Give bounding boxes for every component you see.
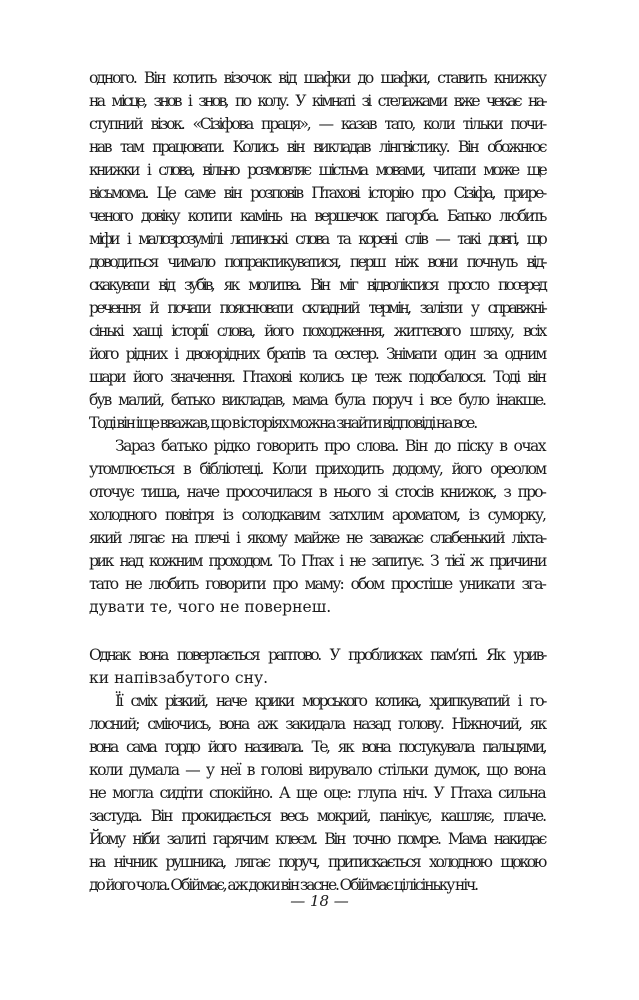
text-block-bottom [89,644,545,897]
text-line: Йому ніби залиті гарячим клеєм. Він точно помре. Мама накидає [89,830,545,848]
text-line: одного. Він котить візочок від шафки до шафки, ставить книжку [89,69,545,87]
page-number: — 18 — [290,892,349,910]
text-line: нав там працювати. Колись він викладав лінгвістику. Він обожнює [89,138,545,156]
text-line: холодного повітря із солодкавим затхлим ароматом, із суморку, [89,506,545,524]
text-line: вісьмома. Це саме він розповів Птахові історію про Сізіфа, прире- [89,184,545,202]
text-line: скакувати від зубів, як молитва. Він міг відволіктися просто посеред [89,276,545,294]
text-line: речення й почати пояснювати складний термін, залізти у справжні- [89,299,545,317]
text-line: лосний; сміючись, вона аж закидала назад голову. Ніжночий, як [89,715,545,733]
text-line: на нічник рушника, лягає поруч, притискається холодною щокою [89,853,545,871]
text-line: ченого довіку котити камінь на вершечок пагорба. Батько любить [89,207,545,225]
text-line: книжки і слова, вільно розмовляє шістьма мовами, читати може ще [89,161,545,179]
text-line: Зараз батько рідко говорить про слова. Він до піску в очах [115,437,545,455]
text-line: Однак вона повертається раптово. У проблисках пам’яті. Як урив- [89,646,545,664]
text-line: ступний візок. «Сізіфова праця», — казав тато, коли тільки почи- [89,115,545,133]
text-line: доводиться чимало попрактикуватися, перш ніж вони почнуть від- [89,253,545,271]
text-line: тато не любить говорити про маму: обом простіше уникати зга- [89,575,545,593]
text-line: не могла сидіти спокійно. А ще оце: глупа ніч. У Птаха сильна [89,784,545,802]
text-line: до його чола. Обіймає, аж доки він засне. Обіймає цілісіньку ніч. [89,876,477,894]
text-line: коли думала — у неї в голові вирувало стільки думок, що вона [89,761,545,779]
text-line: вона сама гордо його називала. Те, як вона постукувала пальцями, [89,738,545,756]
text-line: Її сміх різкий, наче крики морського котика, хрипкуватий і го- [115,692,545,710]
text-line: який лягає на плечі і якому майже не заважає слабенький ліхта- [89,529,545,547]
text-block-top [89,67,545,619]
text-line: міфи і малозрозумілі латинські слова та корені слів — такі довгі, що [89,230,545,248]
text-line: дувати те, чого не повернеш. [89,598,332,616]
text-line: утомлюється в бібліотеці. Коли приходить додому, його ореолом [89,460,545,478]
text-line: ки напівзабутого сну. [89,669,269,687]
text-line: сінькі хащі історії слова, його походження, життєвого шляху, всіх [89,322,545,340]
text-line: оточує тиша, наче просочилася в нього зі стосів книжок, з про- [89,483,545,501]
text-line: шари його значення. Птахові колись це теж подобалося. Тоді він [89,368,545,386]
text-line: Тоді він іще вважав, що в історіях можна знайти відповіді на все. [89,414,476,432]
text-line: застуда. Він прокидається весь мокрий, панікує, кашляє, плаче. [89,807,545,825]
text-line: був малий, батько викладав, мама була поруч і все було інакше. [89,391,545,409]
text-line: на місце, знов і знов, по колу. У кімнаті зі стелажами вже чекає на- [89,92,545,110]
text-line: рик над кожним проходом. То Птах і не запитує. З тієї ж причини [89,552,545,570]
text-line: його рідних і двоюрідних братів та сестер. Знімати один за одним [89,345,545,363]
